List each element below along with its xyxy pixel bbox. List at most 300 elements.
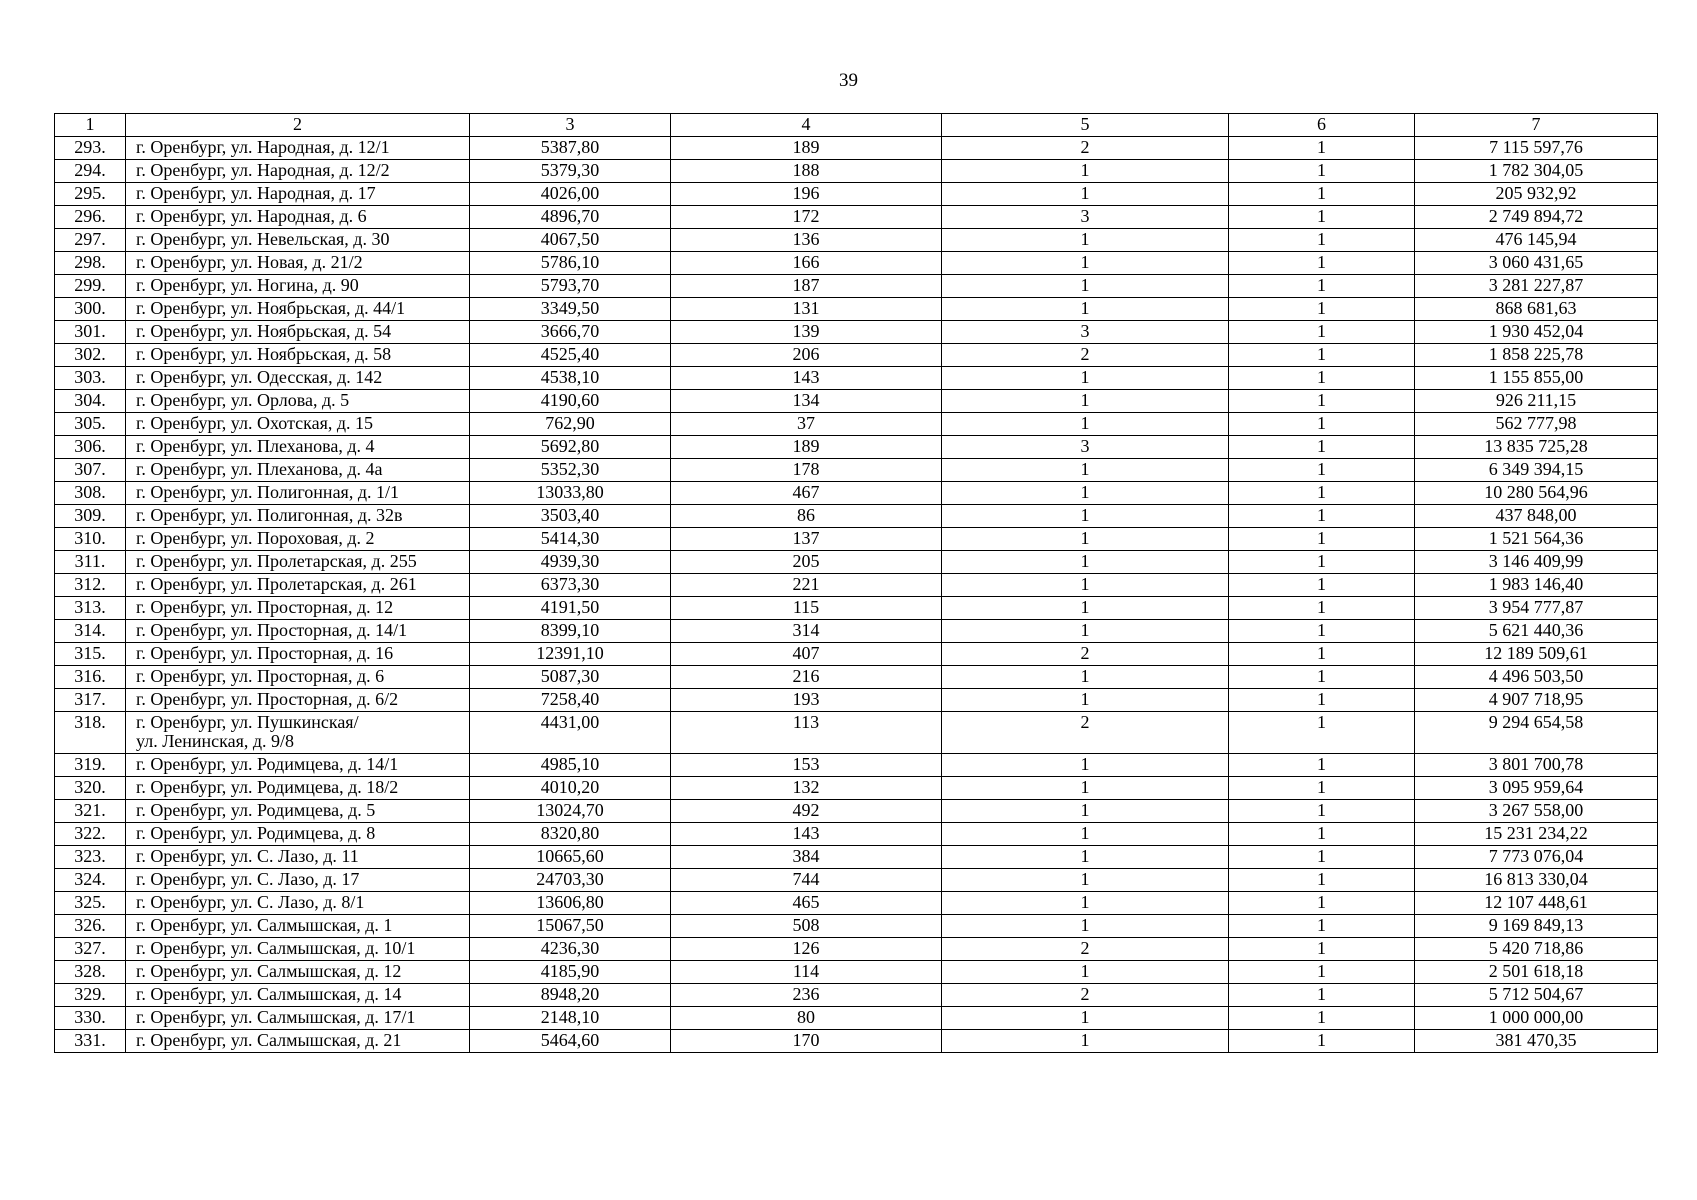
row-number: 319. — [55, 754, 126, 777]
row-col-3: 6373,30 — [470, 574, 671, 597]
row-col-6: 1 — [1229, 390, 1415, 413]
row-col-6: 1 — [1229, 620, 1415, 643]
row-col-3: 2148,10 — [470, 1007, 671, 1030]
row-col-4: 492 — [671, 800, 942, 823]
row-address — [126, 528, 470, 551]
row-col-3: 4190,60 — [470, 390, 671, 413]
address-line: г. Оренбург, ул. Салмышская, д. 10/1 — [136, 938, 416, 958]
row-col-4: 166 — [671, 252, 942, 275]
address-line: г. Оренбург, ул. Народная, д. 12/1 — [136, 137, 390, 157]
row-number: 328. — [55, 961, 126, 984]
row-col-4: 172 — [671, 206, 942, 229]
header-col-7: 7 — [1415, 114, 1658, 137]
row-address — [126, 252, 470, 275]
row-number: 297. — [55, 229, 126, 252]
row-col-4: 132 — [671, 777, 942, 800]
table-row — [55, 869, 1658, 892]
table-row — [55, 344, 1658, 367]
table-row — [55, 482, 1658, 505]
row-col-3: 7258,40 — [470, 689, 671, 712]
row-col-3: 5793,70 — [470, 275, 671, 298]
table-row — [55, 229, 1658, 252]
row-number: 296. — [55, 206, 126, 229]
address-line: г. Оренбург, ул. Полигонная, д. 1/1 — [136, 482, 399, 502]
row-number: 326. — [55, 915, 126, 938]
row-col-7: 1 155 855,00 — [1415, 367, 1658, 390]
row-col-4: 467 — [671, 482, 942, 505]
row-col-3: 5387,80 — [470, 137, 671, 160]
row-col-3: 4525,40 — [470, 344, 671, 367]
row-col-3: 4010,20 — [470, 777, 671, 800]
row-col-7: 6 349 394,15 — [1415, 459, 1658, 482]
row-address — [126, 183, 470, 206]
row-address — [126, 823, 470, 846]
address-line: г. Оренбург, ул. Родимцева, д. 5 — [136, 800, 376, 820]
row-col-6: 1 — [1229, 666, 1415, 689]
row-number: 329. — [55, 984, 126, 1007]
row-number: 298. — [55, 252, 126, 275]
row-col-6: 1 — [1229, 643, 1415, 666]
row-col-6: 1 — [1229, 869, 1415, 892]
row-address — [126, 321, 470, 344]
header-col-3: 3 — [470, 114, 671, 137]
row-col-7: 381 470,35 — [1415, 1030, 1658, 1053]
address-line: г. Оренбург, ул. Ноябрьская, д. 54 — [136, 321, 392, 341]
table-row — [55, 984, 1658, 1007]
row-address — [126, 984, 470, 1007]
row-col-5: 1 — [942, 183, 1229, 206]
row-number: 321. — [55, 800, 126, 823]
row-col-3: 5352,30 — [470, 459, 671, 482]
row-col-5: 1 — [942, 869, 1229, 892]
row-col-3: 4939,30 — [470, 551, 671, 574]
address-line: г. Оренбург, ул. Плеханова, д. 4а — [136, 459, 383, 479]
row-col-4: 139 — [671, 321, 942, 344]
row-col-7: 7 115 597,76 — [1415, 137, 1658, 160]
row-col-3: 10665,60 — [470, 846, 671, 869]
row-col-5: 1 — [942, 597, 1229, 620]
row-col-4: 189 — [671, 436, 942, 459]
row-number: 322. — [55, 823, 126, 846]
address-line: г. Оренбург, ул. Пушкинская/ — [136, 712, 359, 732]
row-col-7: 1 858 225,78 — [1415, 344, 1658, 367]
row-col-5: 1 — [942, 275, 1229, 298]
row-col-5: 1 — [942, 1030, 1229, 1053]
row-col-4: 113 — [671, 712, 942, 754]
row-col-6: 1 — [1229, 892, 1415, 915]
address-line: г. Оренбург, ул. Салмышская, д. 17/1 — [136, 1007, 416, 1027]
row-address — [126, 892, 470, 915]
row-col-4: 126 — [671, 938, 942, 961]
row-col-3: 3666,70 — [470, 321, 671, 344]
row-col-3: 5692,80 — [470, 436, 671, 459]
row-col-5: 3 — [942, 436, 1229, 459]
row-col-6: 1 — [1229, 505, 1415, 528]
row-address — [126, 754, 470, 777]
address-line: г. Оренбург, ул. Новая, д. 21/2 — [136, 252, 363, 272]
row-address — [126, 597, 470, 620]
table-row — [55, 800, 1658, 823]
row-col-4: 134 — [671, 390, 942, 413]
row-col-6: 1 — [1229, 459, 1415, 482]
row-col-7: 926 211,15 — [1415, 390, 1658, 413]
address-line: г. Оренбург, ул. Салмышская, д. 12 — [136, 961, 402, 981]
table-row — [55, 321, 1658, 344]
row-col-7: 12 189 509,61 — [1415, 643, 1658, 666]
table-row — [55, 505, 1658, 528]
row-address — [126, 643, 470, 666]
row-col-4: 136 — [671, 229, 942, 252]
row-col-4: 187 — [671, 275, 942, 298]
row-col-5: 1 — [942, 620, 1229, 643]
row-col-3: 13606,80 — [470, 892, 671, 915]
row-col-5: 1 — [942, 689, 1229, 712]
row-number: 310. — [55, 528, 126, 551]
table-row — [55, 938, 1658, 961]
row-number: 311. — [55, 551, 126, 574]
row-col-4: 115 — [671, 597, 942, 620]
row-number: 325. — [55, 892, 126, 915]
row-col-5: 1 — [942, 892, 1229, 915]
address-line: г. Оренбург, ул. Просторная, д. 14/1 — [136, 620, 408, 640]
table-row — [55, 413, 1658, 436]
row-col-6: 1 — [1229, 275, 1415, 298]
row-address — [126, 666, 470, 689]
row-col-7: 3 146 409,99 — [1415, 551, 1658, 574]
row-col-4: 196 — [671, 183, 942, 206]
row-number: 307. — [55, 459, 126, 482]
address-line: г. Оренбург, ул. Народная, д. 12/2 — [136, 160, 390, 180]
row-col-6: 1 — [1229, 1030, 1415, 1053]
row-col-5: 1 — [942, 505, 1229, 528]
row-col-6: 1 — [1229, 436, 1415, 459]
row-col-4: 137 — [671, 528, 942, 551]
row-col-5: 1 — [942, 754, 1229, 777]
row-col-7: 3 801 700,78 — [1415, 754, 1658, 777]
row-col-3: 13033,80 — [470, 482, 671, 505]
row-col-7: 2 501 618,18 — [1415, 961, 1658, 984]
row-address — [126, 712, 470, 754]
address-line: г. Оренбург, ул. Салмышская, д. 14 — [136, 984, 402, 1004]
table-row — [55, 137, 1658, 160]
table-row — [55, 643, 1658, 666]
row-address — [126, 800, 470, 823]
row-address — [126, 915, 470, 938]
row-col-3: 5464,60 — [470, 1030, 671, 1053]
row-col-5: 2 — [942, 712, 1229, 754]
row-col-4: 143 — [671, 367, 942, 390]
table-row — [55, 915, 1658, 938]
registry-table — [54, 113, 1658, 1053]
row-address — [126, 390, 470, 413]
row-col-5: 2 — [942, 643, 1229, 666]
row-col-5: 1 — [942, 823, 1229, 846]
row-col-7: 10 280 564,96 — [1415, 482, 1658, 505]
row-col-5: 2 — [942, 938, 1229, 961]
row-col-6: 1 — [1229, 551, 1415, 574]
row-col-3: 5786,10 — [470, 252, 671, 275]
row-col-7: 5 621 440,36 — [1415, 620, 1658, 643]
row-col-5: 2 — [942, 984, 1229, 1007]
row-col-4: 508 — [671, 915, 942, 938]
row-col-6: 1 — [1229, 574, 1415, 597]
row-address — [126, 229, 470, 252]
row-col-3: 5379,30 — [470, 160, 671, 183]
row-col-6: 1 — [1229, 252, 1415, 275]
row-col-3: 4896,70 — [470, 206, 671, 229]
row-col-3: 5087,30 — [470, 666, 671, 689]
row-col-7: 16 813 330,04 — [1415, 869, 1658, 892]
address-line: г. Оренбург, ул. Ноябрьская, д. 58 — [136, 344, 392, 364]
table-header — [55, 114, 1658, 137]
address-line: г. Оренбург, ул. Просторная, д. 16 — [136, 643, 394, 663]
row-col-3: 4538,10 — [470, 367, 671, 390]
address-line: г. Оренбург, ул. Просторная, д. 6/2 — [136, 689, 399, 709]
row-col-7: 437 848,00 — [1415, 505, 1658, 528]
row-col-3: 8948,20 — [470, 984, 671, 1007]
address-line: г. Оренбург, ул. Пролетарская, д. 255 — [136, 551, 417, 571]
row-col-5: 1 — [942, 551, 1229, 574]
row-number: 309. — [55, 505, 126, 528]
row-number: 293. — [55, 137, 126, 160]
address-line: г. Оренбург, ул. Салмышская, д. 1 — [136, 915, 393, 935]
row-col-7: 1 983 146,40 — [1415, 574, 1658, 597]
row-number: 313. — [55, 597, 126, 620]
row-number: 320. — [55, 777, 126, 800]
row-number: 304. — [55, 390, 126, 413]
row-col-3: 8320,80 — [470, 823, 671, 846]
table-row — [55, 183, 1658, 206]
row-col-6: 1 — [1229, 915, 1415, 938]
row-col-5: 1 — [942, 528, 1229, 551]
row-col-5: 1 — [942, 777, 1229, 800]
row-col-6: 1 — [1229, 298, 1415, 321]
address-line: г. Оренбург, ул. С. Лазо, д. 17 — [136, 869, 360, 889]
row-col-7: 5 712 504,67 — [1415, 984, 1658, 1007]
row-col-5: 1 — [942, 1007, 1229, 1030]
row-col-3: 5414,30 — [470, 528, 671, 551]
row-col-5: 2 — [942, 137, 1229, 160]
row-address — [126, 620, 470, 643]
address-line: г. Оренбург, ул. Народная, д. 6 — [136, 206, 367, 226]
row-col-6: 1 — [1229, 800, 1415, 823]
row-col-3: 13024,70 — [470, 800, 671, 823]
row-col-5: 1 — [942, 298, 1229, 321]
row-col-4: 314 — [671, 620, 942, 643]
row-col-6: 1 — [1229, 482, 1415, 505]
row-address — [126, 961, 470, 984]
address-line: г. Оренбург, ул. С. Лазо, д. 11 — [136, 846, 359, 866]
header-col-6: 6 — [1229, 114, 1415, 137]
row-col-4: 465 — [671, 892, 942, 915]
row-col-5: 1 — [942, 367, 1229, 390]
row-address — [126, 275, 470, 298]
row-col-7: 3 060 431,65 — [1415, 252, 1658, 275]
row-col-6: 1 — [1229, 777, 1415, 800]
row-col-5: 1 — [942, 846, 1229, 869]
row-col-5: 1 — [942, 666, 1229, 689]
row-col-6: 1 — [1229, 183, 1415, 206]
address-line: г. Оренбург, ул. Ноябрьская, д. 44/1 — [136, 298, 406, 318]
row-col-4: 143 — [671, 823, 942, 846]
row-col-3: 15067,50 — [470, 915, 671, 938]
row-col-7: 5 420 718,86 — [1415, 938, 1658, 961]
row-number: 324. — [55, 869, 126, 892]
address-line: г. Оренбург, ул. Плеханова, д. 4 — [136, 436, 375, 456]
table-row — [55, 574, 1658, 597]
row-number: 303. — [55, 367, 126, 390]
row-address — [126, 413, 470, 436]
row-address — [126, 206, 470, 229]
table-row — [55, 754, 1658, 777]
row-col-5: 1 — [942, 390, 1229, 413]
row-col-7: 1 930 452,04 — [1415, 321, 1658, 344]
row-col-7: 868 681,63 — [1415, 298, 1658, 321]
row-col-4: 80 — [671, 1007, 942, 1030]
row-number: 305. — [55, 413, 126, 436]
row-col-3: 4026,00 — [470, 183, 671, 206]
row-col-4: 221 — [671, 574, 942, 597]
row-col-7: 13 835 725,28 — [1415, 436, 1658, 459]
row-col-6: 1 — [1229, 754, 1415, 777]
address-line: г. Оренбург, ул. Родимцева, д. 14/1 — [136, 754, 399, 774]
table-row — [55, 620, 1658, 643]
table-row — [55, 961, 1658, 984]
row-col-5: 1 — [942, 459, 1229, 482]
table-row — [55, 666, 1658, 689]
row-address — [126, 551, 470, 574]
row-col-7: 9 294 654,58 — [1415, 712, 1658, 754]
row-col-7: 205 932,92 — [1415, 183, 1658, 206]
row-col-6: 1 — [1229, 938, 1415, 961]
row-number: 299. — [55, 275, 126, 298]
row-col-4: 131 — [671, 298, 942, 321]
row-col-4: 205 — [671, 551, 942, 574]
row-col-5: 1 — [942, 961, 1229, 984]
row-address — [126, 505, 470, 528]
row-col-7: 3 095 959,64 — [1415, 777, 1658, 800]
table-row — [55, 712, 1658, 754]
address-line: г. Оренбург, ул. Невельская, д. 30 — [136, 229, 390, 249]
row-number: 295. — [55, 183, 126, 206]
row-col-3: 8399,10 — [470, 620, 671, 643]
header-col-4: 4 — [671, 114, 942, 137]
table-row — [55, 390, 1658, 413]
row-col-4: 236 — [671, 984, 942, 1007]
table-row — [55, 846, 1658, 869]
row-address — [126, 160, 470, 183]
row-col-6: 1 — [1229, 528, 1415, 551]
row-number: 316. — [55, 666, 126, 689]
address-line: г. Оренбург, ул. Полигонная, д. 32в — [136, 505, 403, 525]
row-col-7: 1 782 304,05 — [1415, 160, 1658, 183]
row-number: 294. — [55, 160, 126, 183]
row-col-5: 1 — [942, 252, 1229, 275]
row-col-5: 1 — [942, 482, 1229, 505]
row-col-5: 1 — [942, 160, 1229, 183]
row-col-7: 3 954 777,87 — [1415, 597, 1658, 620]
row-address — [126, 298, 470, 321]
row-col-7: 3 281 227,87 — [1415, 275, 1658, 298]
row-address — [126, 1007, 470, 1030]
row-col-3: 4185,90 — [470, 961, 671, 984]
row-col-6: 1 — [1229, 229, 1415, 252]
address-line: г. Оренбург, ул. Народная, д. 17 — [136, 183, 376, 203]
address-line: г. Оренбург, ул. С. Лазо, д. 8/1 — [136, 892, 365, 912]
row-col-6: 1 — [1229, 344, 1415, 367]
table-row — [55, 597, 1658, 620]
row-address — [126, 344, 470, 367]
table-body — [55, 137, 1658, 1053]
table-row — [55, 1030, 1658, 1053]
row-col-6: 1 — [1229, 321, 1415, 344]
table-row — [55, 436, 1658, 459]
address-line: г. Оренбург, ул. Салмышская, д. 21 — [136, 1030, 402, 1050]
table-row — [55, 777, 1658, 800]
row-number: 318. — [55, 712, 126, 754]
table-row — [55, 206, 1658, 229]
row-address — [126, 1030, 470, 1053]
row-address — [126, 367, 470, 390]
row-col-7: 562 777,98 — [1415, 413, 1658, 436]
address-line: г. Оренбург, ул. Родимцева, д. 18/2 — [136, 777, 399, 797]
row-col-4: 384 — [671, 846, 942, 869]
row-col-4: 153 — [671, 754, 942, 777]
row-col-3: 24703,30 — [470, 869, 671, 892]
row-address — [126, 846, 470, 869]
row-number: 330. — [55, 1007, 126, 1030]
row-col-4: 216 — [671, 666, 942, 689]
row-col-4: 37 — [671, 413, 942, 436]
row-col-3: 4431,00 — [470, 712, 671, 754]
table-row — [55, 1007, 1658, 1030]
row-col-6: 1 — [1229, 984, 1415, 1007]
row-address — [126, 869, 470, 892]
row-col-6: 1 — [1229, 206, 1415, 229]
header-col-1: 1 — [55, 114, 126, 137]
page-number: 39 — [839, 70, 858, 91]
row-col-6: 1 — [1229, 1007, 1415, 1030]
row-col-6: 1 — [1229, 160, 1415, 183]
address-line: г. Оренбург, ул. Ногина, д. 90 — [136, 275, 359, 295]
row-col-6: 1 — [1229, 137, 1415, 160]
address-line: г. Оренбург, ул. Пролетарская, д. 261 — [136, 574, 417, 594]
table-row — [55, 459, 1658, 482]
row-col-4: 193 — [671, 689, 942, 712]
table-row — [55, 892, 1658, 915]
row-address — [126, 777, 470, 800]
row-address — [126, 482, 470, 505]
row-col-4: 86 — [671, 505, 942, 528]
table-row — [55, 367, 1658, 390]
row-number: 317. — [55, 689, 126, 712]
row-col-4: 189 — [671, 137, 942, 160]
row-number: 323. — [55, 846, 126, 869]
row-col-5: 1 — [942, 574, 1229, 597]
row-number: 327. — [55, 938, 126, 961]
row-col-4: 170 — [671, 1030, 942, 1053]
row-col-6: 1 — [1229, 712, 1415, 754]
row-col-6: 1 — [1229, 823, 1415, 846]
row-col-3: 4985,10 — [470, 754, 671, 777]
table-row — [55, 160, 1658, 183]
row-col-3: 3349,50 — [470, 298, 671, 321]
row-col-7: 2 749 894,72 — [1415, 206, 1658, 229]
row-number: 312. — [55, 574, 126, 597]
row-col-7: 476 145,94 — [1415, 229, 1658, 252]
table-row — [55, 689, 1658, 712]
row-number: 300. — [55, 298, 126, 321]
